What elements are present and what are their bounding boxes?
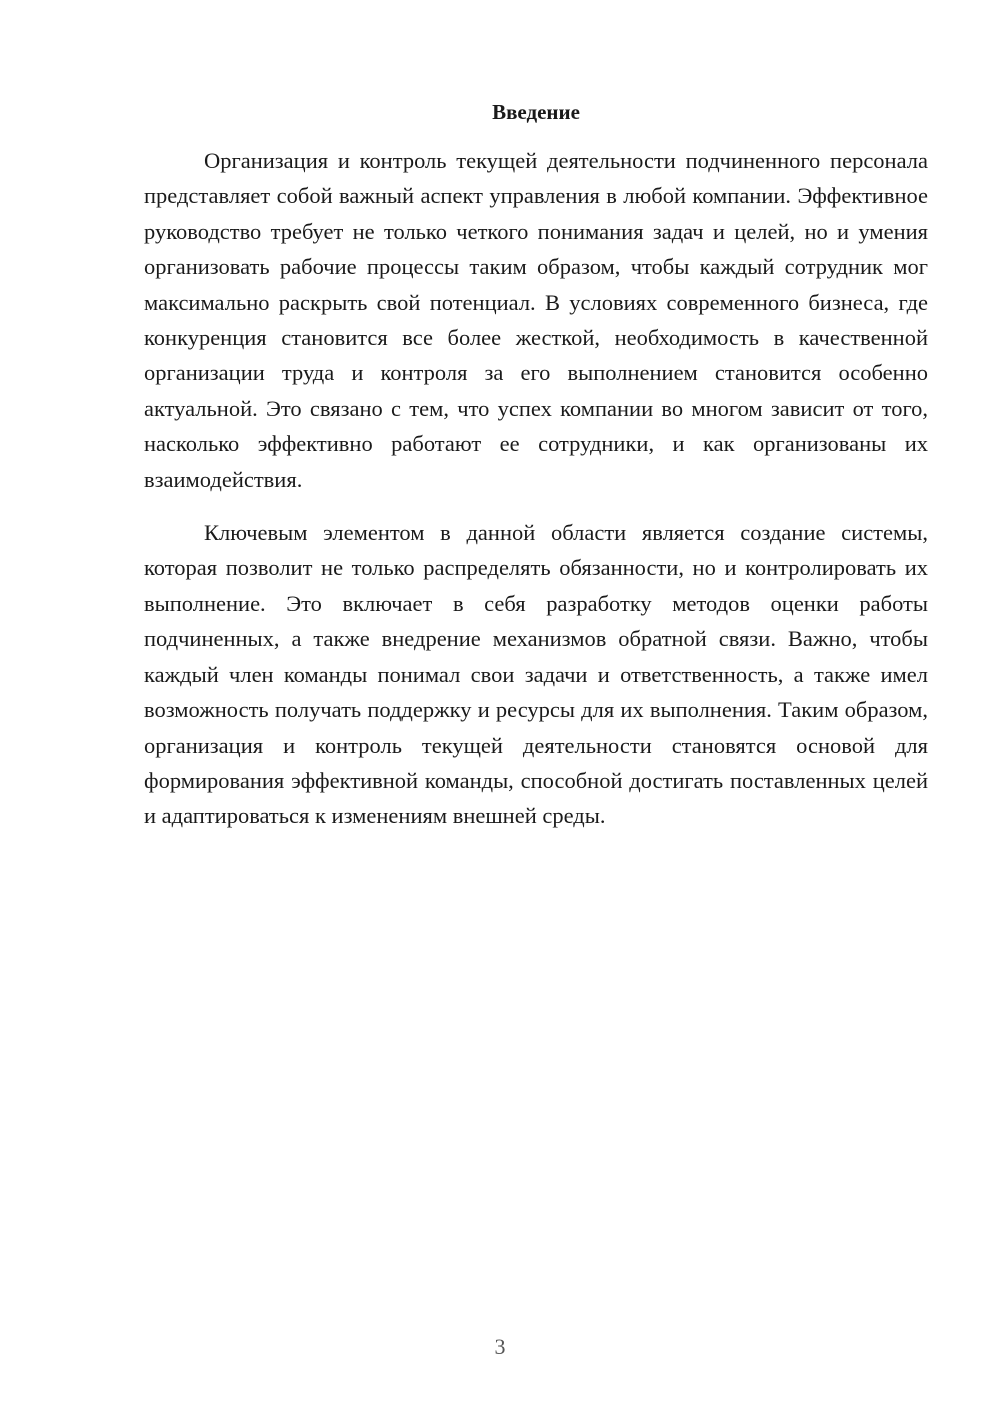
- paragraph: Организация и контроль текущей деятельности подчиненного персонала представляет собой важный аспект управления в любой компании. Эффективное руководство требует не только четкого понимания задач и целей, но и умения организовать рабочие процессы таким образом, чтобы каждый сотрудник мог максимально раскрыть свой потенциал. В условиях современного бизнеса, где конкуренция становится все более жесткой, необходимость в качественной организации труда и контроля за его выполнением становится особенно актуальной. Это связано с тем, что успех компании во многом зависит от того, насколько эффективно работают ее сотрудники, и как организованы их взаимодействия.: [144, 148, 928, 492]
- paragraph: Ключевым элементом в данной области является создание системы, которая позволит не только распределять обязанности, но и контролировать их выполнение. Это включает в себя разработку методов оценки работы подчиненных, а также внедрение механизмов обратной связи. Важно, чтобы каждый член команды понимал свои задачи и ответственность, а также имел возможность получать поддержку и ресурсы для их выполнения. Таким образом, организация и контроль текущей деятельности становятся основой для формирования эффективной команды, способной достигать поставленных целей и адаптироваться к изменениям внешней среды.: [144, 520, 928, 829]
- page-number: 3: [494, 1334, 506, 1359]
- body-text: [144, 143, 928, 834]
- section-heading: Введение: [492, 100, 580, 124]
